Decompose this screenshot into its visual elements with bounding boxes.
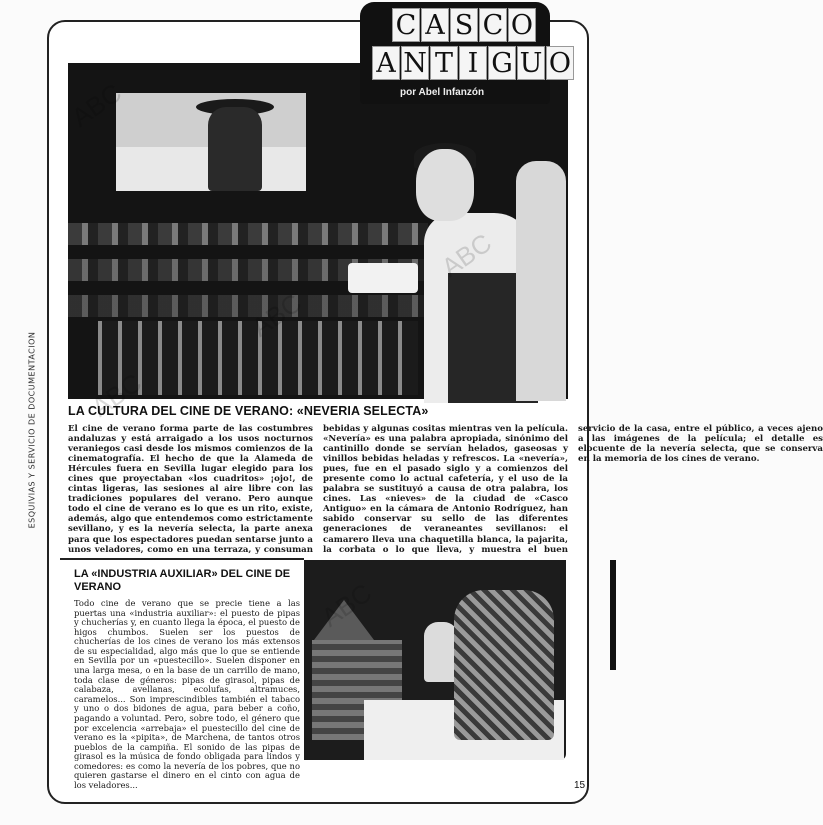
title-line-1 xyxy=(392,8,536,42)
title-letter: S xyxy=(450,8,478,42)
title-letter: C xyxy=(479,8,507,42)
second-figure xyxy=(516,161,566,401)
title-letter: U xyxy=(517,46,545,80)
edge-mark xyxy=(610,560,616,670)
seed-sacks xyxy=(454,590,554,740)
section-2-heading: LA «INDUSTRIA AUXILIAR» DEL CINE DE VERANO xyxy=(74,568,291,593)
side-caption: ESQUIVIAS Y SERVICIO DE DOCUMENTACION xyxy=(27,331,37,529)
title-letter: O xyxy=(546,46,574,80)
chairs xyxy=(98,321,418,395)
title-letter: G xyxy=(488,46,516,80)
section-1-heading: LA CULTURA DEL CINE DE VERANO: «NEVERIA SELECTA» xyxy=(68,404,429,418)
title-letter: T xyxy=(430,46,458,80)
title-letter: O xyxy=(508,8,536,42)
byline: por Abel Infanzón xyxy=(400,87,485,98)
page-number: 15 xyxy=(574,780,586,791)
audience-row xyxy=(68,223,428,245)
stall-roof xyxy=(314,600,374,640)
section-2-body: Todo cine de verano que se precie tiene a las puertas una «industria auxiliar»: el puesto de pipas y chucherías y, en cuanto llega la época, el puesto de higos chumbos. Suelen ser los puestos de chucherías de los cines de verano los más extensos de su especialidad, algo más que lo que se entiende en Sevilla por un «puestecillo». Suelen disponer en una larga mesa, o en la base de un carrillo de mano, toda clase de géneros: pipas de girasol, pipas de calabaza, avellanas, ecolufas, altramuces, caramelos... Son imprescindibles también el tabaco y uno o dos bidones de agua, para beber a coño, pagando a voluntad. Pero, sobre todo, el género que por excelencia «arrebaja» el puestecillo del cine de verano es la «pipita», de Marchena, de tantos otros pueblos de la campiña. El sonido de las pipas de girasol es la música de fondo obligada para lindos y comedores: es como la nevería de los pobres, que no quieren gastarse el dinero en el cinto con agua de los veladores... xyxy=(74,598,300,790)
section-1-body: El cine de verano forma parte de las costumbres andaluzas y está arraigado a los usos nocturnos veraniegos casi desde los mismos comienzos de la cinematografía. El hecho de que la Alameda de Hércules fuera en Sevilla lugar elegido para los cines que proyectaban «los cuadritos» ¡ojo!, de cintas ligeras, las sesiones al aire libre con las tradiciones populares del verano. Pero aunque todo el cine de verano es lo que es un rito, existe, además, algo que entendemos como estrictamente sevillano, y es la nevería selecta, la parte anexa para que los espectadores puedan sentarse junto a unos veladores, como en una terraza, y consuman bebidas y algunas cositas mientras ven la película. «Nevería» es una palabra apropiada, sinónimo del cantinillo donde se servían helados, gaseosas y vinillos bebidas heladas y refrescos. La «nevería», pues, fue en el pasado siglo y a comienzos del presente como lo actual cafetería, y el uso de la palabra se sustituyó a causa de otra palabra, los cines. Las «nieves» de la ciudad de «Casco Antiguo» en la cámara de Antonio Rodríguez, han sabido conservar su sello de las diferentes generaciones de veraneantes sevillanos: el camarero lleva una chaquetilla blanca, la pajarita, la corbata o lo que lleva, y muestra el buen servicio de la casa, entre el público, a veces ajeno a las imágenes de la película; el detalle es elocuente de la nevería selecta, que se conserva en la memoria de los cines de verano. xyxy=(68,424,823,555)
title-line-2 xyxy=(372,46,574,80)
title-letter: I xyxy=(459,46,487,80)
bar-table xyxy=(348,263,418,293)
title-letter: C xyxy=(392,8,420,42)
audience-row xyxy=(68,295,428,317)
cinema-screen xyxy=(116,93,306,191)
market-stall-photo xyxy=(304,560,566,760)
title-letter: A xyxy=(421,8,449,42)
title-letter: A xyxy=(372,46,400,80)
vendor-figure xyxy=(424,622,458,682)
cinema-photo xyxy=(68,63,568,399)
title-letter: N xyxy=(401,46,429,80)
